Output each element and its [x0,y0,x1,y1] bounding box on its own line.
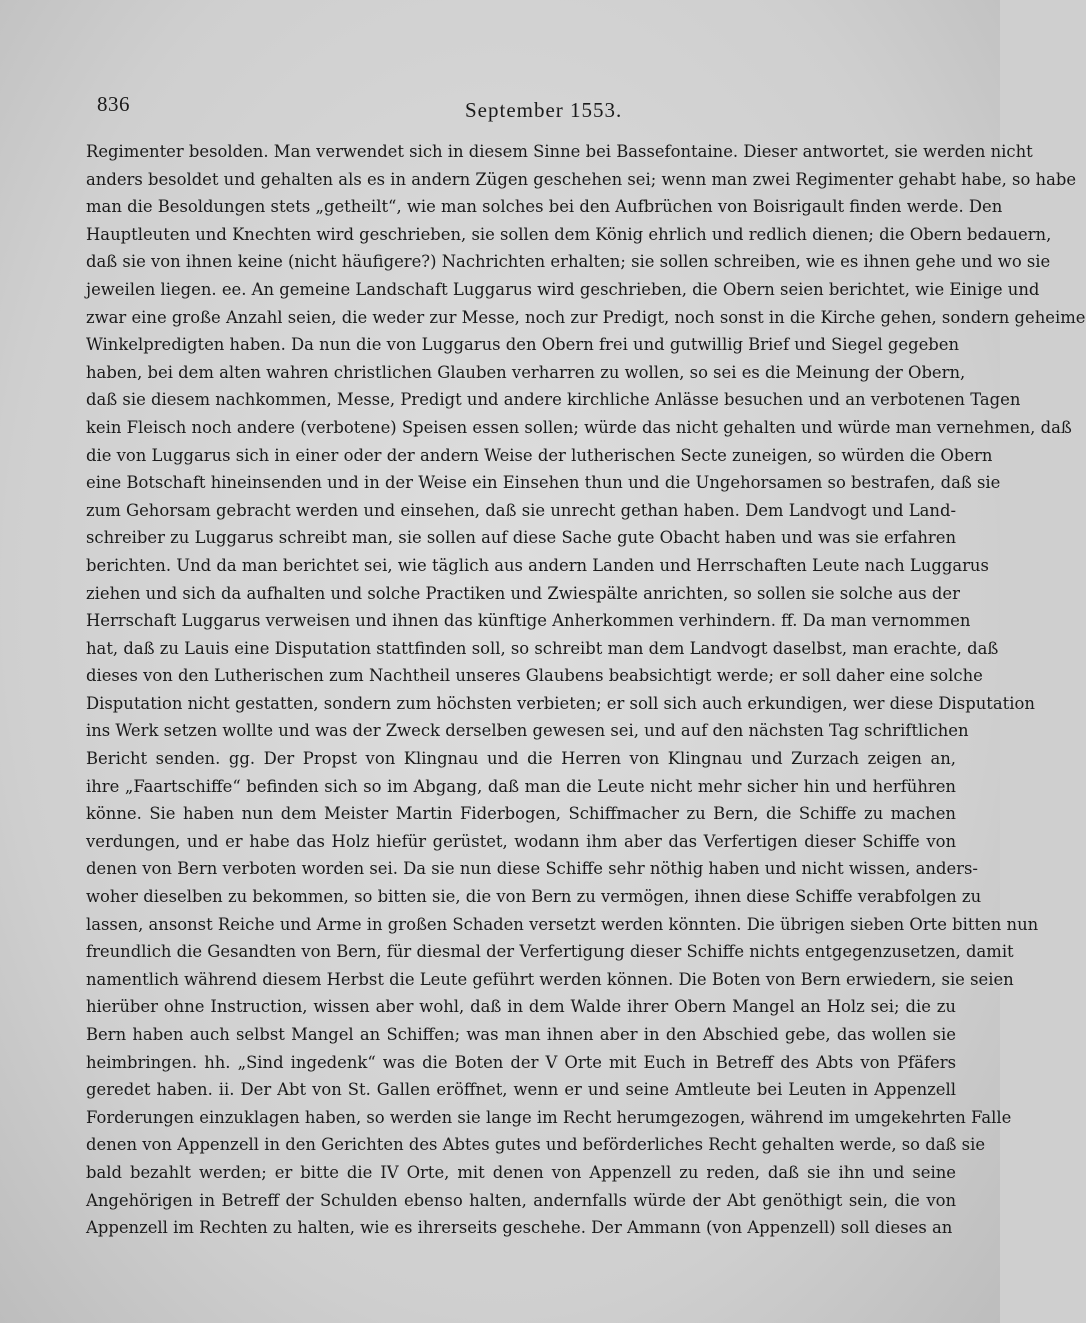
text-line: Bern haben auch selbst Mangel an Schiffen; was man ihnen aber in den Abschied gebe, das wollen sie [86,1025,956,1044]
text-line: könne. Sie haben nun dem Meister Martin Fiderbogen, Schiffmacher zu Bern, die Schiffe zu machen [86,804,956,824]
text-line: heimbringen. hh. „Sind ingedenk“ was die Boten der V Orte mit Euch in Betreff des Abts von Pfäfers [86,1052,956,1072]
text-line: hierüber ohne Instruction, wissen aber wohl, daß in dem Walde ihrer Obern Mangel an Holz sei; die zu [86,997,956,1017]
text-line: Regimenter besolden. Man verwendet sich in diesem Sinne bei Bassefontaine. Dieser antwortet, sie werden nicht [86,142,1033,161]
text-line: daß sie diesem nachkommen, Messe, Predigt und andere kirchliche Anlässe besuchen und an verbotenen Tagen [86,390,1021,410]
text-line: woher dieselben zu bekommen, so bitten sie, die von Bern zu vermögen, ihnen diese Schiffe verabfolgen zu [86,887,982,907]
running-head: September 1553. [465,98,623,122]
text-line: namentlich während diesem Herbst die Leute geführt werden können. Die Boten von Bern erwiedern, sie seien [86,969,1014,989]
text-line: zwar eine große Anzahl seien, die weder zur Messe, noch zur Predigt, noch sonst in die Kirche gehen, sondern geheime [86,307,1086,327]
text-line: lassen, ansonst Reiche und Arme in großen Schaden versetzt werden könnten. Die übrigen sieben Orte bitten nun [86,914,1039,934]
text-line: denen von Appenzell in den Gerichten des Abtes gutes und beförderliches Recht gehalten werde, so daß sie [86,1135,986,1155]
text-line: eine Botschaft hineinsenden und in der Weise ein Einsehen thun und die Ungehorsamen so bestrafen, daß sie [86,473,1001,493]
text-line: daß sie von ihnen keine (nicht häufigere?) Nachrichten erhalten; sie sollen schreiben, wie es ihnen gehe und wo sie [86,252,1051,272]
text-line: Forderungen einzuklagen haben, so werden sie lange im Recht herumgezogen, während im umgekehrten Falle [86,1107,1012,1127]
text-line: kein Fleisch noch andere (verbotene) Speisen essen sollen; würde das nicht gehalten und würde man vernehmen, daß [86,417,1072,437]
text-line: berichten. Und da man berichtet sei, wie täglich aus andern Landen und Herrschaften Leute nach Luggarus [86,555,989,575]
text-line: freundlich die Gesandten von Bern, für diesmal der Verfertigung dieser Schiffe nichts entgegenzusetzen, damit [86,942,1014,962]
text-line: Winkelpredigten haben. Da nun die von Luggarus den Obern frei und gutwillig Brief und Siegel gegeben [86,335,960,355]
text-line: Angehörigen in Betreff der Schulden ebenso halten, andernfalls würde der Abt genöthigt sein, die von [86,1190,956,1210]
text-line: jeweilen liegen. ee. An gemeine Landschaft Luggarus wird geschrieben, die Obern seien berichtet, wie Einige und [86,279,1040,299]
text-line: man die Besoldungen stets „getheilt“, wie man solches bei den Aufbrüchen von Boisrigault finden werde. Den [86,197,1003,217]
text-line: anders besoldet und gehalten als es in andern Zügen geschehen sei; wenn man zwei Regimenter gehabt habe, so habe [86,169,1077,189]
text-line: denen von Bern verboten worden sei. Da sie nun diese Schiffe sehr nöthig haben und nicht wissen, anders- [86,859,978,879]
text-line: ziehen und sich da aufhalten und solche Practiken und Zwiespälte anrichten, so sollen sie solche aus der [86,583,960,603]
text-line: haben, bei dem alten wahren christlichen Glauben verharren zu wollen, so sei es die Meinung der Obern, [86,362,966,382]
text-line: zum Gehorsam gebracht werden und einsehen, daß sie unrecht gethan haben. Dem Landvogt und Land- [86,500,956,520]
body-text [86,138,1086,1242]
text-line: schreiber zu Luggarus schreibt man, sie sollen auf diese Sache gute Obacht haben und was sie erfahren [86,528,956,548]
text-line: die von Luggarus sich in einer oder der andern Weise der lutherischen Secte zuneigen, so würden die Obern [86,445,993,465]
text-line: dieses von den Lutherischen zum Nachtheil unseres Glaubens beabsichtigt werde; er soll daher eine solche [86,666,983,686]
text-line: Hauptleuten und Knechten wird geschrieben, sie sollen dem König ehrlich und redlich dienen; die Obern bedauern, [86,224,1052,244]
text-line: ihre „Faartschiffe“ befinden sich so im Abgang, daß man die Leute nicht mehr sicher hin und herführen [86,776,956,796]
text-line: Appenzell im Rechten zu halten, wie es ihrerseits geschehe. Der Ammann (von Appenzell) soll dieses an [86,1218,953,1238]
text-line: bald bezahlt werden; er bitte die IV Orte, mit denen von Appenzell zu reden, daß sie ihn und seine [86,1162,956,1182]
text-line: Bericht senden. gg. Der Propst von Klingnau und die Herren von Klingnau und Zurzach zeigen an, [86,749,956,769]
text-line: Disputation nicht gestatten, sondern zum höchsten verbieten; er soll sich auch erkundigen, wer diese Disputation [86,693,1035,713]
text-line: ins Werk setzen wollte und was der Zweck derselben gewesen sei, und auf den nächsten Tag schriftlichen [86,721,969,741]
text-line: Herrschaft Luggarus verweisen und ihnen das künftige Anherkommen verhindern. ff. Da man vernommen [86,611,971,631]
text-line: geredet haben. ii. Der Abt von St. Gallen eröffnet, wenn er und seine Amtleute bei Leuten in Appenzell [86,1080,956,1100]
page-number: 836 [97,92,130,116]
text-line: hat, daß zu Lauis eine Disputation stattfinden soll, so schreibt man dem Landvogt daselbst, man erachte, daß [86,638,999,658]
text-line: verdungen, und er habe das Holz hiefür gerüstet, wodann ihm aber das Verfertigen dieser Schiffe von [86,831,956,851]
